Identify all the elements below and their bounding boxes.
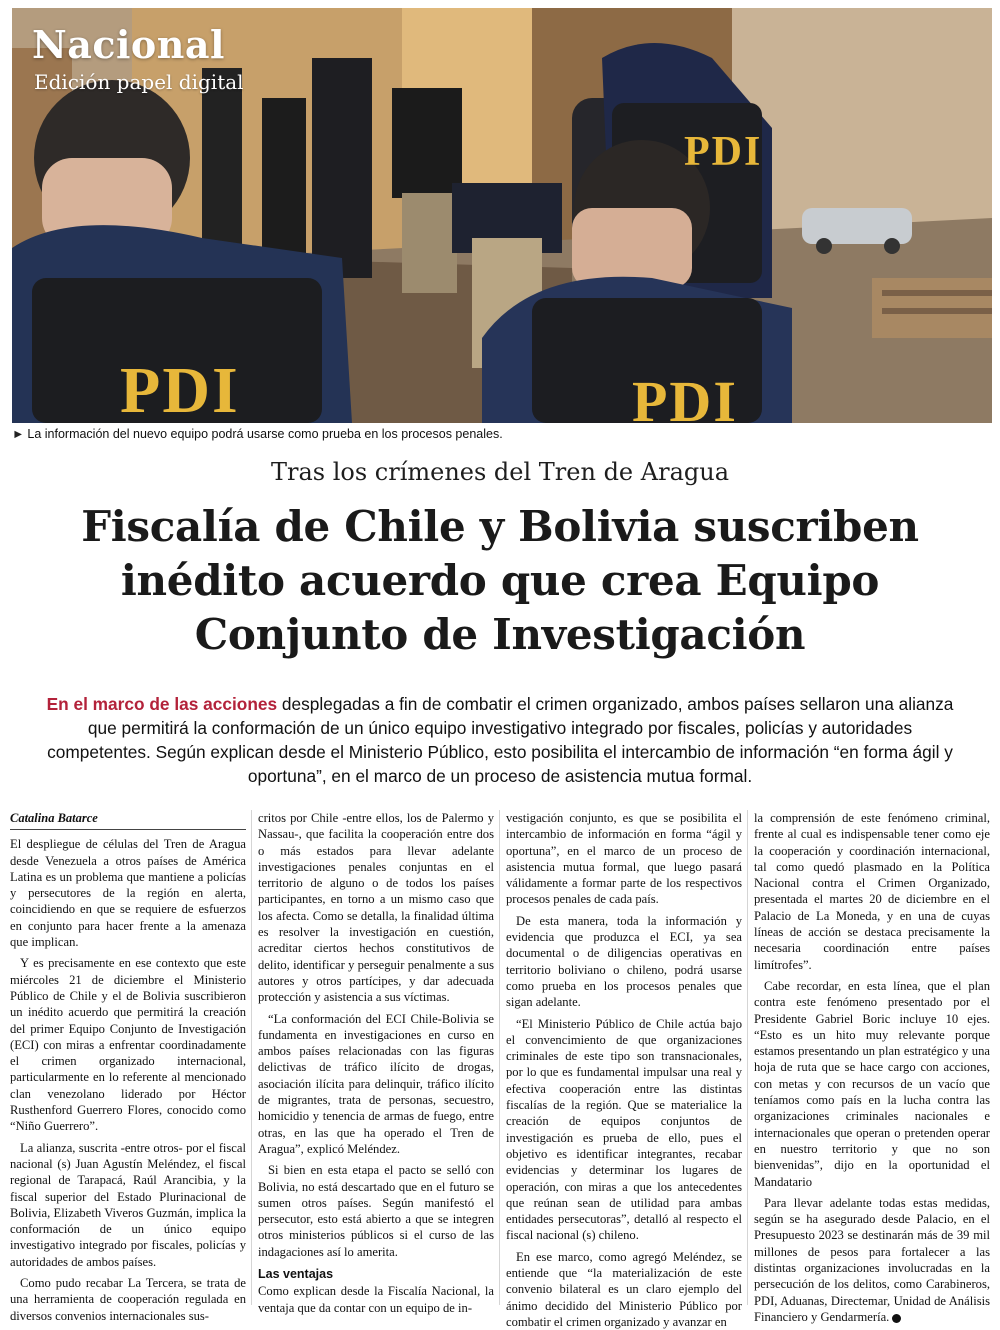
- paragraph: critos por Chile -entre ellos, los de Palermo y Nassau-, que facilita la cooperación entre dos o más estados para llevar adelante investigaciones penales conjuntas en el territorio de alguno o de todos los países participantes, en torno a un mismo caso que los afecta. Como se detalla, la finalidad última es resolver la investigación en cuestión, acreditar ciertos hechos constitutivos de delito, identificar y perseguir penalmente a sus autores y otros partícipes, y dar adecuada protección y asistencia a sus víctimas.: [258, 811, 494, 1005]
- paragraph: la comprensión de este fenómeno criminal, frente al cual es indispensable tener como eje la cooperación y coordinación internacional, tal como quedó plasmado en la Política Nacional contra el Crimen Organizado, presentada el martes 20 de diciembre en el Palacio de La Moneda, y en una de cuyas líneas de acción se destaca precisamente la necesaria coordinación entre países limítrofes”.: [754, 811, 990, 972]
- column-4: [754, 810, 990, 1324]
- column-2: [258, 810, 494, 1315]
- paragraph: “El Ministerio Público de Chile actúa bajo el convencimiento de que organizaciones criminales de este tipo son transnacionales, por lo que es fundamental impulsar una real y efectiva cooperación entre las distintas fiscalías de la región. Que se materialice la creación de equipos conjuntos de investigación es prueba de ello, pues el objetivo es identificar integrantes, recabar evidencias y determinar los lugares de operación, con miras a que los antecedentes que reúnan sean de utilidad para ambas entidades persecutoras”, detalló al respecto el fiscal nacional (s) chileno.: [506, 1016, 742, 1243]
- section-subtitle: Edición papel digital: [34, 70, 244, 94]
- paragraph: Como pudo recabar La Tercera, se trata de una herramienta de cooperación regulada en diversos convenios internacionales sus-: [10, 1276, 246, 1323]
- paragraph: En ese marco, como agregó Meléndez, se entiende que “la materialización de este convenio bilateral es un claro ejemplo del ánimo decidido del Ministerio Público por combatir el crimen organizado y avanzar en: [506, 1249, 742, 1329]
- column-divider: [251, 810, 252, 1305]
- vest-label: PDI: [120, 354, 240, 427]
- subheading: Las ventajas: [258, 1267, 334, 1282]
- paragraph-text: Para llevar adelante todas estas medidas, según se ha asegurado desde Palacio, en el Presupuesto 2023 se destinarán más de 39 mil millones de pesos para fortalecer a las distintas organizaciones involucradas en la persecución de los delitos, como Carabineros, PDI, Aduanas, Directemar, Unidad de Análisis Financiero y Gendarmería.: [754, 1195, 990, 1324]
- byline: Catalina Batarce: [10, 810, 246, 830]
- paragraph: Como explican desde la Fiscalía Nacional, la ventaja que da contar con un equipo de in-: [258, 1284, 494, 1315]
- lead-text: desplegadas a fin de combatir el crimen organizado, ambos países sellaron una alianza que permitirá la conformación de un único equipo investigativo integrado por fiscales, policías y autoridades competentes. Según explican desde el Ministerio Público, esto posibilita el intercambio de información “en forma ágil y oportuna”, en el marco de un proceso de asistencia mutua formal.: [47, 694, 954, 786]
- paragraph: De esta manera, toda la información y evidencia que produzca el ECI, ya sea documental o de diligencias operativas en territorio boliviano o chileno, podrá usarse como prueba en los procesos penales que sigan adelante.: [506, 913, 742, 1010]
- vest-label: PDI: [684, 129, 763, 175]
- column-1: [10, 810, 246, 1323]
- photo-caption: [12, 427, 992, 441]
- paragraph: Y es precisamente en ese contexto que este miércoles 21 de diciembre el Ministerio Público de Chile y el de Bolivia suscribieron un inédito acuerdo que permitirá la creación del primer Equipo Conjunto de Investigación (ECI) con miras a enfrentar coordinadamente el crimen organizado internacional, particularmente en lo referente al mencionado clan venezolano liderado por Héctor Rusthenford Guerrero Flores, conocido como “Niño Guerrero”.: [10, 956, 246, 1134]
- column-divider: [499, 810, 500, 1305]
- column-3: [506, 810, 742, 1329]
- headline: Fiscalía de Chile y Bolivia suscriben inédito acuerdo que crea Equipo Conjunto de Investigación: [81, 502, 919, 659]
- lead-paragraph: [34, 692, 966, 788]
- paragraph: Cabe recordar, en esta línea, que el plan contra este fenómeno presentado por el Presidente Gabriel Boric incluye 10 ejes. “Esto es un hito muy relevante porque estamos presentando un plan estratégico y una hoja de ruta que se hace cargo con acciones, con metas y con recursos de un vacío que teníamos como país en la lucha contra las organizaciones criminales nacionales e internacionales que operan o pretenden operar en nuestro territorio y que no son bienvenidas”, dijo en la oportunidad el Mandatario: [754, 978, 990, 1189]
- paragraph: El despliegue de células del Tren de Aragua desde Venezuela a otros países de América Latina es un problema que mantiene a policías y persecutores de la región en alerta, coincidiendo en que se requiere de esfuerzos en conjunto para hacer frente a la amenaza que implican.: [10, 837, 246, 950]
- paragraph: “La conformación del ECI Chile-Bolivia se fundamenta en investigaciones en curso en ambos países relacionadas con las figuras delictivas de tráfico ilícito de drogas, asociación ilícita para delinquir, tráfico ilícito de migrantes, trata de personas, secuestro, homicidio y tenencia de armas de fuego, entre otras, en las que ha operado el Tren de Aragua”, explicó Meléndez.: [258, 1011, 494, 1156]
- paragraph: La alianza, suscrita -entre otros- por el fiscal nacional (s) Juan Agustín Meléndez, el fiscal regional de Tarapacá, Raúl Arancibia, y la fiscal superior del Estado Plurinacional de Bolivia, Elizabeth Viveros Guzmán, implica la conformación de un único equipo investigativo integrado por fiscales, policías y autoridades de ambos países.: [10, 1140, 246, 1269]
- section-title: Nacional: [32, 22, 225, 67]
- kicker: Tras los crímenes del Tren de Aragua: [270, 458, 730, 486]
- column-divider: [747, 810, 748, 1305]
- caption-arrow-icon: ►: [12, 427, 25, 441]
- caption-text: La información del nuevo equipo podrá usarse como prueba en los procesos penales.: [27, 427, 503, 441]
- paragraph: [754, 1195, 990, 1325]
- vest-label: PDI: [632, 369, 738, 434]
- paragraph: Si bien en esta etapa el pacto se selló con Bolivia, no está descartado que en el futuro se sumen otros países. Según manifestó el persecutor, esto está abierto a que se integren otros ministerios públicos si el curso de las indagaciones así lo amerita.: [258, 1163, 494, 1259]
- paragraph: vestigación conjunto, es que se posibilita el intercambio de información en forma “ágil y oportuna”, en el marco de un proceso de asistencia mutua formal, que luego pasará válidamente a formar parte de los respectivos procesos penales de cada país.: [506, 811, 742, 907]
- end-of-article-icon: [892, 1314, 901, 1323]
- lead-accent: En el marco de las acciones: [46, 694, 278, 714]
